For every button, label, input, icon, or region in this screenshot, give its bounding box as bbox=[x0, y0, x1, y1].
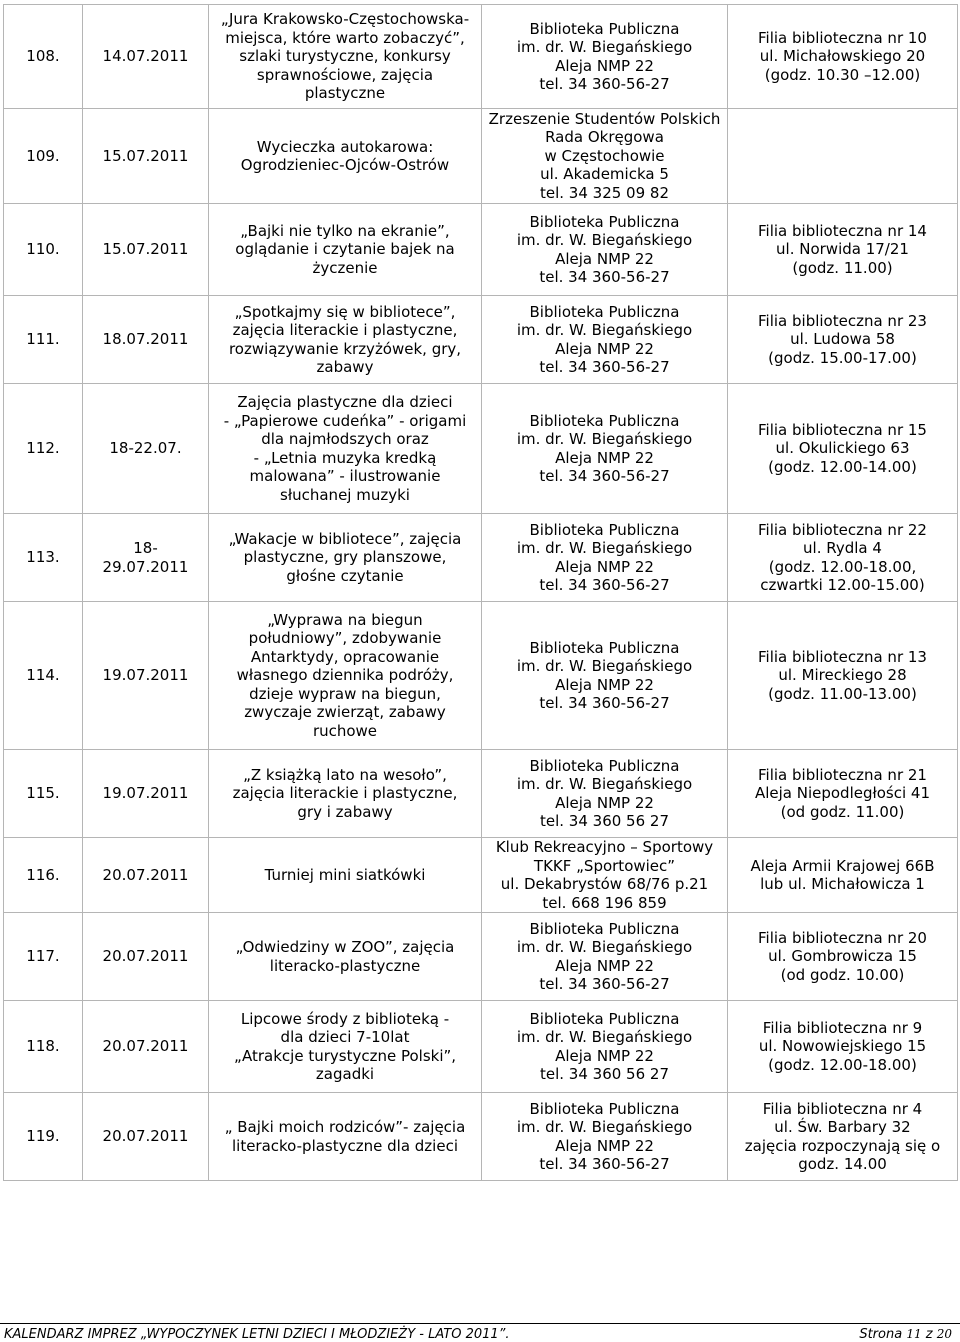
event-venue-line: Aleja Armii Krajowej 66B bbox=[750, 856, 935, 875]
event-description bbox=[209, 109, 482, 204]
event-description-line: literacko-plastyczne bbox=[269, 956, 421, 975]
event-venue-line: Filia biblioteczna nr 4 bbox=[762, 1099, 923, 1118]
event-description-line: „Wyprawa na biegun bbox=[267, 610, 423, 629]
event-description-line: „Z książką lato na wesoło”, bbox=[243, 765, 447, 784]
event-organizer-line: w Częstochowie bbox=[544, 146, 665, 165]
event-description-line: dla najmłodszych oraz bbox=[261, 430, 429, 448]
row-number: 115. bbox=[4, 750, 83, 838]
event-date-line: 15.07.2011 bbox=[102, 146, 189, 165]
event-venue bbox=[728, 602, 958, 750]
event-date-line: 18-22.07. bbox=[109, 439, 182, 458]
event-organizer-line: TKKF „Sportowiec” bbox=[533, 856, 676, 875]
event-organizer-line: tel. 34 360 56 27 bbox=[539, 1065, 669, 1083]
event-date-line: 15.07.2011 bbox=[102, 240, 189, 259]
event-venue bbox=[728, 1001, 958, 1093]
event-organizer-line: Aleja NMP 22 bbox=[555, 675, 654, 694]
row-number: 111. bbox=[4, 296, 83, 384]
event-description-line: malowana” - ilustrowanie bbox=[249, 467, 441, 485]
event-date bbox=[83, 1093, 209, 1181]
table-row bbox=[4, 750, 958, 838]
event-venue-line: Filia biblioteczna nr 20 bbox=[758, 928, 927, 947]
event-organizer-line: tel. 34 360-56-27 bbox=[539, 576, 670, 594]
event-description-line: dzieje wypraw na biegun, bbox=[249, 684, 441, 703]
event-description-line: „Atrakcje turystyczne Polski”, bbox=[233, 1046, 457, 1065]
event-organizer-line: tel. 34 360-56-27 bbox=[539, 975, 670, 993]
event-venue bbox=[728, 913, 958, 1001]
event-date bbox=[83, 514, 209, 602]
event-organizer-line: Biblioteka Publiczna bbox=[529, 919, 680, 938]
event-description-line: - „Papierowe cudeńka” - origami bbox=[223, 411, 467, 430]
event-organizer bbox=[482, 750, 728, 838]
event-organizer-line: tel. 34 360-56-27 bbox=[539, 1155, 670, 1173]
event-organizer-line: Biblioteka Publiczna bbox=[529, 19, 680, 38]
event-organizer-line: tel. 34 360 56 27 bbox=[539, 812, 669, 830]
event-organizer-line: tel. 34 360-56-27 bbox=[539, 467, 670, 485]
event-organizer-line: Biblioteka Publiczna bbox=[529, 212, 680, 231]
event-date-line: 20.07.2011 bbox=[102, 1127, 189, 1146]
event-description-line: „Spotkajmy się w bibliotece”, bbox=[234, 302, 456, 321]
event-description-line: zajęcia literackie i plastyczne, bbox=[232, 784, 458, 803]
event-organizer bbox=[482, 1001, 728, 1093]
row-number: 117. bbox=[4, 913, 83, 1001]
event-organizer-line: Aleja NMP 22 bbox=[555, 557, 654, 576]
event-organizer-line: Biblioteka Publiczna bbox=[529, 638, 680, 657]
event-organizer bbox=[482, 109, 728, 204]
event-organizer-line: im. dr. W. Biegańskiego bbox=[516, 1118, 693, 1136]
event-date-line: 18- bbox=[133, 539, 158, 557]
event-organizer bbox=[482, 204, 728, 296]
event-description-line: zabawy bbox=[316, 358, 374, 376]
event-organizer-line: Biblioteka Publiczna bbox=[529, 1099, 680, 1118]
event-date-line: 18.07.2011 bbox=[102, 330, 189, 349]
event-description-line: słuchanej muzyki bbox=[280, 485, 410, 504]
event-description bbox=[209, 838, 482, 913]
event-organizer-line: tel. 34 360-56-27 bbox=[539, 268, 670, 286]
event-organizer-line: tel. 34 360-56-27 bbox=[539, 694, 670, 712]
page-number bbox=[859, 1327, 952, 1342]
row-number: 108. bbox=[4, 5, 83, 109]
event-organizer bbox=[482, 514, 728, 602]
event-organizer-line: im. dr. W. Biegańskiego bbox=[516, 657, 693, 675]
event-venue-line: (godz. 12.00-14.00) bbox=[768, 457, 917, 476]
table-row bbox=[4, 296, 958, 384]
table-row bbox=[4, 5, 958, 109]
event-date bbox=[83, 109, 209, 204]
row-number: 118. bbox=[4, 1001, 83, 1093]
page-total: 20 bbox=[936, 1327, 952, 1341]
event-organizer-line: Klub Rekreacyjno – Sportowy bbox=[495, 838, 714, 856]
event-description-line: życzenie bbox=[312, 258, 378, 277]
event-description-line: własnego dziennika podróży, bbox=[236, 666, 454, 685]
event-description-line: Ogrodzieniec-Ojców-Ostrów bbox=[240, 156, 450, 174]
event-venue bbox=[728, 1093, 958, 1181]
event-venue-line: Filia biblioteczna nr 10 bbox=[758, 28, 927, 47]
page-current: 11 bbox=[906, 1327, 922, 1341]
event-date-line: 19.07.2011 bbox=[102, 784, 189, 803]
event-organizer-line: Aleja NMP 22 bbox=[555, 249, 654, 268]
table-row bbox=[4, 602, 958, 750]
event-date-line: 19.07.2011 bbox=[102, 666, 189, 685]
event-venue-line: ul. Św. Barbary 32 bbox=[774, 1118, 911, 1136]
event-organizer-line: Aleja NMP 22 bbox=[555, 956, 654, 975]
event-description bbox=[209, 5, 482, 109]
event-description-line: oglądanie i czytanie bajek na bbox=[235, 240, 455, 259]
event-organizer bbox=[482, 1093, 728, 1181]
page-footer bbox=[0, 1323, 960, 1342]
event-description-line: szlaki turystyczne, konkursy bbox=[239, 47, 451, 66]
event-venue-line: (godz. 12.00-18.00) bbox=[768, 1055, 917, 1074]
row-number: 116. bbox=[4, 838, 83, 913]
event-date bbox=[83, 602, 209, 750]
event-organizer-line: Biblioteka Publiczna bbox=[529, 411, 680, 430]
event-description-line: „Odwiedziny w ZOO”, zajęcia bbox=[235, 938, 455, 956]
event-organizer-line: im. dr. W. Biegańskiego bbox=[516, 430, 693, 448]
event-organizer-line: ul. Dekabrystów 68/76 p.21 bbox=[500, 875, 709, 893]
event-description-line: południowy”, zdobywanie bbox=[248, 629, 442, 648]
event-description-line: Zajęcia plastyczne dla dzieci bbox=[237, 393, 453, 411]
event-description-line: zwyczaje zwierząt, zabawy bbox=[244, 703, 446, 722]
event-organizer-line: tel. 34 360-56-27 bbox=[539, 75, 670, 93]
event-description bbox=[209, 204, 482, 296]
table-row bbox=[4, 1093, 958, 1181]
event-description-line: miejsca, które warto zobaczyć”, bbox=[225, 28, 465, 47]
row-number: 109. bbox=[4, 109, 83, 204]
event-organizer-line: im. dr. W. Biegańskiego bbox=[516, 38, 693, 56]
page-of: z bbox=[925, 1327, 933, 1342]
event-venue-line: zajęcia rozpoczynają się o bbox=[744, 1136, 941, 1155]
event-description bbox=[209, 750, 482, 838]
event-date bbox=[83, 913, 209, 1001]
event-venue-line: (godz. 10.30 –12.00) bbox=[764, 65, 921, 84]
event-date-line: 20.07.2011 bbox=[102, 947, 189, 966]
footer-title: KALENDARZ IMPREZ „WYPOCZYNEK LETNI DZIECI I MŁODZIEŻY - LATO 2011”. bbox=[4, 1327, 510, 1342]
event-venue-line: Filia biblioteczna nr 23 bbox=[758, 311, 927, 330]
event-date bbox=[83, 296, 209, 384]
event-description bbox=[209, 514, 482, 602]
event-venue-line: (godz. 12.00-18.00, bbox=[768, 557, 917, 576]
event-description bbox=[209, 602, 482, 750]
event-description-line: Antarktydy, opracowanie bbox=[250, 647, 440, 666]
event-organizer-line: Aleja NMP 22 bbox=[555, 448, 654, 467]
event-venue-line: ul. Ludowa 58 bbox=[790, 330, 895, 349]
event-venue-line: ul. Mireckiego 28 bbox=[778, 666, 907, 685]
event-organizer-line: Biblioteka Publiczna bbox=[529, 756, 680, 775]
event-venue bbox=[728, 384, 958, 514]
event-description-line: „Jura Krakowsko-Częstochowska- bbox=[220, 10, 470, 29]
event-description-line: „Wakacje w bibliotece”, zajęcia bbox=[228, 529, 462, 548]
event-organizer-line: im. dr. W. Biegańskiego bbox=[516, 1028, 693, 1046]
event-organizer-line: im. dr. W. Biegańskiego bbox=[516, 775, 693, 793]
event-venue bbox=[728, 514, 958, 602]
event-venue bbox=[728, 109, 958, 204]
event-organizer-line: im. dr. W. Biegańskiego bbox=[516, 539, 693, 557]
event-description-line: literacko-plastyczne dla dzieci bbox=[231, 1136, 458, 1155]
event-venue bbox=[728, 838, 958, 913]
event-description-line: - „Letnia muzyka kredką bbox=[253, 448, 437, 467]
events-table bbox=[3, 4, 958, 1181]
event-description bbox=[209, 296, 482, 384]
event-organizer bbox=[482, 384, 728, 514]
event-venue-line: lub ul. Michałowicza 1 bbox=[760, 875, 925, 893]
event-organizer-line: im. dr. W. Biegańskiego bbox=[516, 938, 693, 956]
event-venue-line: ul. Michałowskiego 20 bbox=[759, 47, 926, 66]
event-organizer-line: Aleja NMP 22 bbox=[555, 1046, 654, 1065]
event-description-line: „ Bajki moich rodziców”- zajęcia bbox=[224, 1118, 466, 1136]
event-venue-line: ul. Okulickiego 63 bbox=[775, 439, 910, 458]
event-organizer-line: im. dr. W. Biegańskiego bbox=[516, 231, 693, 249]
event-organizer-line: Aleja NMP 22 bbox=[555, 1136, 654, 1155]
table-row bbox=[4, 514, 958, 602]
event-description-line: głośne czytanie bbox=[286, 566, 404, 585]
event-date bbox=[83, 838, 209, 913]
table-row bbox=[4, 913, 958, 1001]
event-date-line: 20.07.2011 bbox=[102, 1037, 189, 1056]
row-number: 113. bbox=[4, 514, 83, 602]
event-description bbox=[209, 1093, 482, 1181]
event-date-line: 14.07.2011 bbox=[102, 47, 189, 66]
event-organizer-line: tel. 668 196 859 bbox=[542, 893, 667, 912]
event-date bbox=[83, 750, 209, 838]
event-venue-line: godz. 14.00 bbox=[798, 1155, 887, 1173]
events-table-body bbox=[4, 5, 958, 1181]
event-organizer bbox=[482, 838, 728, 913]
event-description-line: zagadki bbox=[315, 1065, 375, 1083]
event-description-line: ruchowe bbox=[312, 721, 378, 740]
event-venue-line: Aleja Niepodległości 41 bbox=[754, 784, 931, 803]
event-date bbox=[83, 204, 209, 296]
event-venue bbox=[728, 296, 958, 384]
table-row bbox=[4, 204, 958, 296]
page-label: Strona bbox=[859, 1327, 903, 1342]
event-description-line: zajęcia literackie i plastyczne, bbox=[232, 321, 458, 339]
event-venue-line: ul. Rydla 4 bbox=[803, 539, 882, 557]
event-date bbox=[83, 5, 209, 109]
row-number: 112. bbox=[4, 384, 83, 514]
event-date-line: 20.07.2011 bbox=[102, 865, 189, 884]
event-organizer-line: ul. Akademicka 5 bbox=[540, 165, 669, 184]
event-venue-line: czwartki 12.00-15.00) bbox=[760, 576, 925, 594]
event-venue-line: (godz. 11.00) bbox=[792, 258, 893, 277]
event-venue-line: Filia biblioteczna nr 9 bbox=[762, 1018, 923, 1037]
event-organizer-line: Zrzeszenie Studentów Polskich bbox=[488, 109, 721, 128]
event-description bbox=[209, 1001, 482, 1093]
event-description-line: gry i zabawy bbox=[297, 802, 393, 821]
table-row bbox=[4, 1001, 958, 1093]
event-venue-line: Filia biblioteczna nr 15 bbox=[758, 420, 927, 439]
event-organizer-line: im. dr. W. Biegańskiego bbox=[516, 321, 693, 339]
event-date-line: 29.07.2011 bbox=[102, 557, 189, 576]
event-description-line: Lipcowe środy z biblioteką - bbox=[240, 1009, 450, 1028]
event-organizer-line: Rada Okręgowa bbox=[545, 128, 664, 147]
event-organizer bbox=[482, 5, 728, 109]
event-venue-line: (godz. 15.00-17.00) bbox=[768, 348, 917, 367]
event-organizer bbox=[482, 296, 728, 384]
event-description-line: Turniej mini siatkówki bbox=[264, 865, 426, 884]
event-description-line: Wycieczka autokarowa: bbox=[256, 137, 434, 156]
event-organizer-line: tel. 34 325 09 82 bbox=[539, 183, 669, 202]
row-number: 114. bbox=[4, 602, 83, 750]
event-date bbox=[83, 1001, 209, 1093]
event-organizer bbox=[482, 602, 728, 750]
event-venue-line: Filia biblioteczna nr 21 bbox=[758, 765, 927, 784]
event-date bbox=[83, 384, 209, 514]
event-organizer-line: Biblioteka Publiczna bbox=[529, 1009, 680, 1028]
event-description-line: plastyczne, gry planszowe, bbox=[243, 548, 447, 567]
event-venue bbox=[728, 204, 958, 296]
event-venue-line: (od godz. 10.00) bbox=[780, 965, 905, 984]
event-venue-line: (godz. 11.00-13.00) bbox=[768, 684, 917, 703]
event-description bbox=[209, 384, 482, 514]
event-description-line: dla dzieci 7-10lat bbox=[280, 1028, 410, 1046]
event-organizer-line: Biblioteka Publiczna bbox=[529, 302, 680, 321]
event-venue bbox=[728, 5, 958, 109]
event-description-line: „Bajki nie tylko na ekranie”, bbox=[240, 221, 450, 240]
event-organizer-line: Aleja NMP 22 bbox=[555, 339, 654, 358]
event-venue-line: Filia biblioteczna nr 22 bbox=[758, 520, 927, 539]
event-organizer-line: Aleja NMP 22 bbox=[555, 56, 654, 75]
row-number: 119. bbox=[4, 1093, 83, 1181]
row-number: 110. bbox=[4, 204, 83, 296]
event-organizer-line: Biblioteka Publiczna bbox=[529, 520, 680, 539]
event-venue-line: ul. Norwida 17/21 bbox=[776, 240, 909, 259]
event-venue-line: ul. Gombrowicza 15 bbox=[768, 947, 917, 966]
event-organizer bbox=[482, 913, 728, 1001]
table-row bbox=[4, 109, 958, 204]
event-venue-line: Filia biblioteczna nr 14 bbox=[758, 221, 927, 240]
table-row bbox=[4, 384, 958, 514]
event-venue bbox=[728, 750, 958, 838]
event-description-line: rozwiązywanie krzyżówek, gry, bbox=[228, 339, 462, 358]
table-row bbox=[4, 838, 958, 913]
event-venue-line: (od godz. 11.00) bbox=[780, 802, 905, 821]
event-organizer-line: tel. 34 360-56-27 bbox=[539, 358, 670, 376]
event-venue-line: Filia biblioteczna nr 13 bbox=[758, 647, 927, 666]
event-venue-line: ul. Nowowiejskiego 15 bbox=[758, 1037, 927, 1056]
event-description-line: plastyczne bbox=[304, 84, 386, 103]
event-description-line: sprawnościowe, zajęcia bbox=[256, 65, 434, 84]
event-organizer-line: Aleja NMP 22 bbox=[555, 793, 654, 812]
event-description bbox=[209, 913, 482, 1001]
